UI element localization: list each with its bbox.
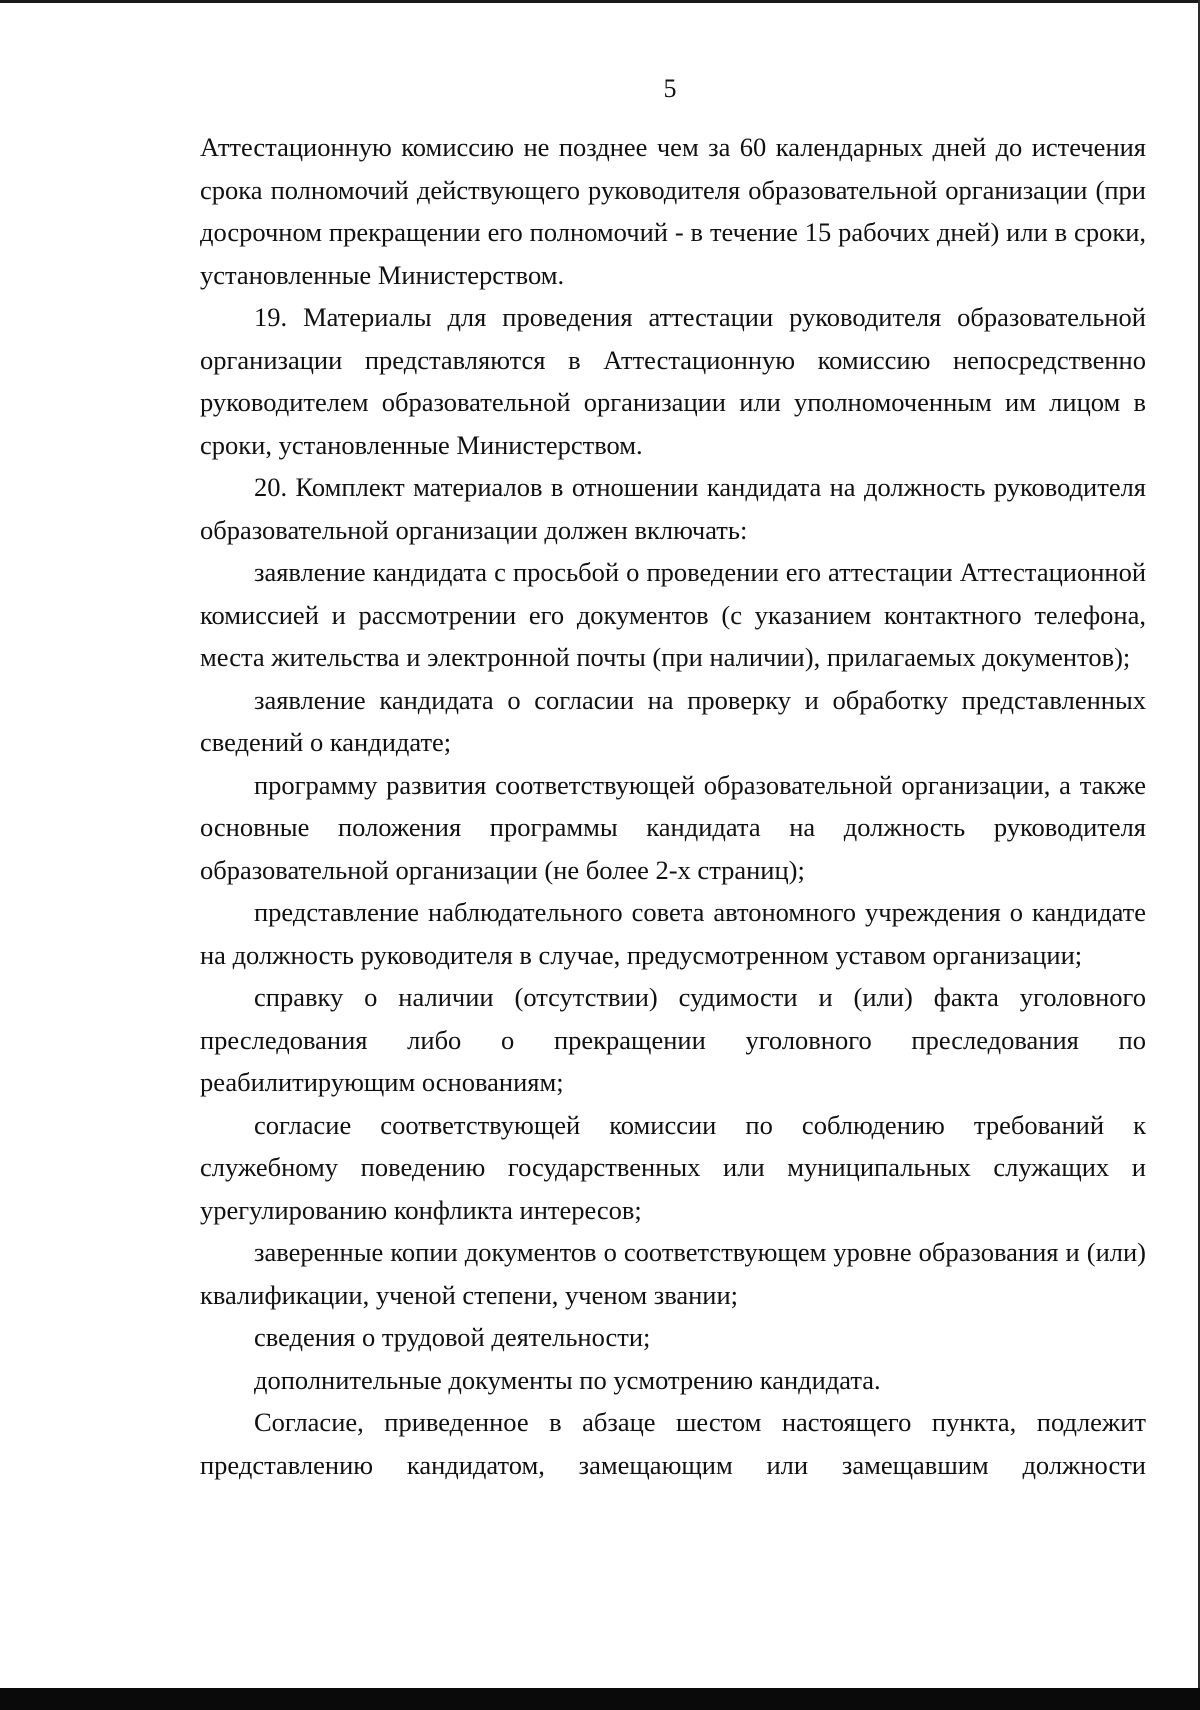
scan-edge-bottom bbox=[0, 1688, 1200, 1710]
paragraph-continuation: Аттестационную комиссию не позднее чем за 60 календарных дней до истечения срока полномочий действующего руководителя образовательной организации (при досрочном прекращении его полномочий - в течение 15 рабочих дней) или в сроки, установленные Министерством. bbox=[200, 132, 1146, 290]
document-body bbox=[200, 126, 1146, 1486]
paragraph-item-19: 19. Материалы для проведения аттестации руководителя образовательной организации представляются в Аттестационную комиссию непосредственно руководителем образовательной организации или уполномоченным им лицом в сроки, установленные Министерством. bbox=[200, 302, 1146, 460]
list-item-commission-consent: согласие соответствующей комиссии по соблюдению требований к служебному поведению государственных или муниципальных служащих и урегулированию конфликта интересов; bbox=[200, 1109, 1146, 1225]
list-item-supervisory-board: представление наблюдательного совета автономного учреждения о кандидате на должность руководителя в случае, предусмотренном уставом организации; bbox=[200, 897, 1146, 970]
list-item-criminal-record: справку о наличии (отсутствии) судимости и (или) факта уголовного преследования либо о прекращении уголовного преследования по реабилитирующим основаниям; bbox=[200, 982, 1146, 1097]
list-item-development-program: программу развития соответствующей образовательной организации, а также основные положения программы кандидата на должность руководителя образовательной организации (не более 2-х страниц); bbox=[200, 769, 1146, 885]
list-item-application: заявление кандидата с просьбой о проведении его аттестации Аттестационной комиссией и рассмотрении его документов (с указанием контактного телефона, места жительства и электронной почты (при наличии), прилагаемых документов); bbox=[200, 557, 1146, 672]
list-item-work-history: сведения о трудовой деятельности; bbox=[254, 1322, 651, 1352]
list-item-consent-processing: заявление кандидата о согласии на проверку и обработку представленных сведений о кандидате; bbox=[200, 684, 1146, 757]
paragraph-item-20: 20. Комплект материалов в отношении кандидата на должность руководителя образовательной организации должен включать: bbox=[200, 472, 1146, 545]
list-item-additional-docs: дополнительные документы по усмотрению кандидата. bbox=[254, 1364, 881, 1395]
scan-edge-top bbox=[0, 0, 1200, 3]
page-number: 5 bbox=[663, 74, 677, 103]
list-item-education-copies: заверенные копии документов о соответствующем уровне образования и (или) квалификации, ученой степени, ученом звании; bbox=[200, 1237, 1146, 1310]
paragraph-consent-note: Согласие, приведенное в абзаце шестом настоящего пункта, подлежит представлению кандидатом, замещающим или замещавшим должности bbox=[200, 1407, 1146, 1480]
